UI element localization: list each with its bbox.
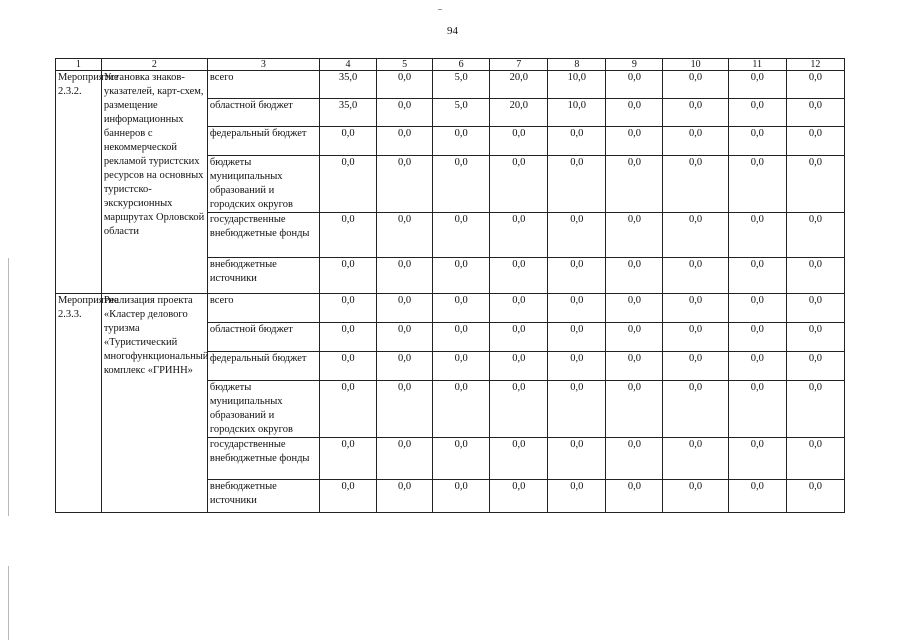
value-cell: 0,0 bbox=[548, 156, 606, 213]
value-cell: 0,0 bbox=[786, 258, 844, 294]
value-cell: 0,0 bbox=[433, 381, 490, 438]
value-cell: 0,0 bbox=[548, 258, 606, 294]
value-cell: 0,0 bbox=[548, 381, 606, 438]
value-cell: 0,0 bbox=[490, 352, 548, 381]
measure-code: Мероприятие 2.3.3. bbox=[56, 294, 102, 513]
value-cell: 0,0 bbox=[786, 213, 844, 258]
column-number: 10 bbox=[663, 59, 728, 71]
column-number: 4 bbox=[319, 59, 376, 71]
column-number: 6 bbox=[433, 59, 490, 71]
value-cell: 0,0 bbox=[786, 352, 844, 381]
value-cell: 0,0 bbox=[663, 213, 728, 258]
value-cell: 0,0 bbox=[728, 156, 786, 213]
value-cell: 0,0 bbox=[606, 294, 663, 323]
value-cell: 0,0 bbox=[319, 480, 376, 513]
column-number: 2 bbox=[101, 59, 207, 71]
value-cell: 0,0 bbox=[377, 156, 433, 213]
value-cell: 0,0 bbox=[548, 480, 606, 513]
value-cell: 0,0 bbox=[663, 381, 728, 438]
value-cell: 0,0 bbox=[786, 438, 844, 480]
value-cell: 20,0 bbox=[490, 71, 548, 99]
funding-source: бюджеты муниципальных образований и городских округов bbox=[207, 381, 319, 438]
value-cell: 0,0 bbox=[433, 438, 490, 480]
value-cell: 0,0 bbox=[433, 480, 490, 513]
value-cell: 0,0 bbox=[548, 294, 606, 323]
value-cell: 0,0 bbox=[377, 438, 433, 480]
column-number: 12 bbox=[786, 59, 844, 71]
funding-source: всего bbox=[207, 71, 319, 99]
value-cell: 0,0 bbox=[319, 294, 376, 323]
value-cell: 0,0 bbox=[728, 323, 786, 352]
value-cell: 0,0 bbox=[786, 381, 844, 438]
value-cell: 0,0 bbox=[663, 156, 728, 213]
value-cell: 0,0 bbox=[433, 156, 490, 213]
value-cell: 0,0 bbox=[606, 127, 663, 156]
value-cell: 0,0 bbox=[548, 323, 606, 352]
value-cell: 0,0 bbox=[548, 127, 606, 156]
value-cell: 0,0 bbox=[606, 381, 663, 438]
value-cell: 0,0 bbox=[606, 352, 663, 381]
value-cell: 0,0 bbox=[606, 213, 663, 258]
value-cell: 0,0 bbox=[663, 480, 728, 513]
value-cell: 0,0 bbox=[490, 213, 548, 258]
value-cell: 0,0 bbox=[433, 294, 490, 323]
column-number: 5 bbox=[377, 59, 433, 71]
value-cell: 0,0 bbox=[319, 352, 376, 381]
value-cell: 0,0 bbox=[728, 71, 786, 99]
value-cell: 0,0 bbox=[606, 156, 663, 213]
measure-description: Установка знаков-указателей, карт-схем, размещение информационных баннеров с некоммерческой рекламой туристских ресурсов на основных туристско-экскурсионных маршрутах Орловской области bbox=[101, 71, 207, 294]
value-cell: 0,0 bbox=[433, 323, 490, 352]
scan-speck bbox=[438, 9, 442, 10]
funding-source: государственные внебюджетные фонды bbox=[207, 438, 319, 480]
value-cell: 0,0 bbox=[786, 156, 844, 213]
value-cell: 0,0 bbox=[548, 352, 606, 381]
value-cell: 0,0 bbox=[319, 213, 376, 258]
value-cell: 0,0 bbox=[786, 71, 844, 99]
column-number: 3 bbox=[207, 59, 319, 71]
value-cell: 0,0 bbox=[490, 127, 548, 156]
measure-code: Мероприятие 2.3.2. bbox=[56, 71, 102, 294]
value-cell: 0,0 bbox=[319, 323, 376, 352]
value-cell: 0,0 bbox=[728, 127, 786, 156]
funding-source: государственные внебюджетные фонды bbox=[207, 213, 319, 258]
funding-source: всего bbox=[207, 294, 319, 323]
measure-description: Реализация проекта «Кластер делового туризма «Туристический многофункциональный комплекс «ГРИНН» bbox=[101, 294, 207, 513]
value-cell: 0,0 bbox=[663, 258, 728, 294]
value-cell: 0,0 bbox=[663, 323, 728, 352]
value-cell: 0,0 bbox=[377, 381, 433, 438]
value-cell: 0,0 bbox=[786, 127, 844, 156]
value-cell: 0,0 bbox=[319, 156, 376, 213]
budget-table bbox=[55, 58, 845, 513]
value-cell: 0,0 bbox=[606, 71, 663, 99]
value-cell: 0,0 bbox=[433, 258, 490, 294]
value-cell: 0,0 bbox=[319, 258, 376, 294]
value-cell: 10,0 bbox=[548, 99, 606, 127]
value-cell: 0,0 bbox=[377, 294, 433, 323]
page-number: 94 bbox=[447, 25, 458, 37]
value-cell: 5,0 bbox=[433, 71, 490, 99]
funding-source: областной бюджет bbox=[207, 323, 319, 352]
value-cell: 0,0 bbox=[319, 127, 376, 156]
scan-edge-line bbox=[8, 566, 9, 640]
value-cell: 0,0 bbox=[490, 156, 548, 213]
column-number: 9 bbox=[606, 59, 663, 71]
value-cell: 0,0 bbox=[663, 352, 728, 381]
value-cell: 0,0 bbox=[728, 438, 786, 480]
funding-source: федеральный бюджет bbox=[207, 127, 319, 156]
value-cell: 0,0 bbox=[433, 352, 490, 381]
value-cell: 0,0 bbox=[490, 323, 548, 352]
funding-source: федеральный бюджет bbox=[207, 352, 319, 381]
value-cell: 0,0 bbox=[377, 352, 433, 381]
value-cell: 0,0 bbox=[490, 294, 548, 323]
value-cell: 0,0 bbox=[377, 323, 433, 352]
value-cell: 0,0 bbox=[377, 480, 433, 513]
value-cell: 0,0 bbox=[319, 381, 376, 438]
funding-source: внебюджетные источники bbox=[207, 258, 319, 294]
value-cell: 0,0 bbox=[377, 71, 433, 99]
funding-source: областной бюджет bbox=[207, 99, 319, 127]
value-cell: 0,0 bbox=[786, 294, 844, 323]
value-cell: 0,0 bbox=[606, 99, 663, 127]
value-cell: 0,0 bbox=[433, 127, 490, 156]
value-cell: 5,0 bbox=[433, 99, 490, 127]
value-cell: 0,0 bbox=[606, 438, 663, 480]
value-cell: 0,0 bbox=[490, 480, 548, 513]
value-cell: 0,0 bbox=[728, 381, 786, 438]
value-cell: 0,0 bbox=[319, 438, 376, 480]
value-cell: 0,0 bbox=[606, 258, 663, 294]
value-cell: 0,0 bbox=[490, 258, 548, 294]
value-cell: 0,0 bbox=[606, 323, 663, 352]
scan-edge-line bbox=[8, 258, 9, 516]
value-cell: 0,0 bbox=[377, 258, 433, 294]
value-cell: 0,0 bbox=[728, 480, 786, 513]
value-cell: 35,0 bbox=[319, 99, 376, 127]
value-cell: 0,0 bbox=[490, 438, 548, 480]
column-number: 8 bbox=[548, 59, 606, 71]
value-cell: 0,0 bbox=[728, 352, 786, 381]
value-cell: 0,0 bbox=[663, 438, 728, 480]
column-number: 11 bbox=[728, 59, 786, 71]
value-cell: 0,0 bbox=[786, 480, 844, 513]
value-cell: 0,0 bbox=[548, 213, 606, 258]
value-cell: 0,0 bbox=[663, 99, 728, 127]
value-cell: 0,0 bbox=[548, 438, 606, 480]
value-cell: 0,0 bbox=[728, 258, 786, 294]
value-cell: 0,0 bbox=[377, 213, 433, 258]
column-number-row bbox=[56, 59, 845, 71]
value-cell: 0,0 bbox=[728, 213, 786, 258]
value-cell: 20,0 bbox=[490, 99, 548, 127]
value-cell: 0,0 bbox=[786, 323, 844, 352]
value-cell: 0,0 bbox=[786, 99, 844, 127]
table-row bbox=[56, 294, 845, 323]
value-cell: 0,0 bbox=[433, 213, 490, 258]
value-cell: 0,0 bbox=[728, 99, 786, 127]
value-cell: 0,0 bbox=[490, 381, 548, 438]
funding-source: внебюджетные источники bbox=[207, 480, 319, 513]
value-cell: 0,0 bbox=[377, 99, 433, 127]
table-row bbox=[56, 71, 845, 99]
funding-source: бюджеты муниципальных образований и городских округов bbox=[207, 156, 319, 213]
column-number: 1 bbox=[56, 59, 102, 71]
value-cell: 0,0 bbox=[663, 294, 728, 323]
value-cell: 0,0 bbox=[663, 127, 728, 156]
value-cell: 10,0 bbox=[548, 71, 606, 99]
column-number: 7 bbox=[490, 59, 548, 71]
value-cell: 0,0 bbox=[606, 480, 663, 513]
value-cell: 35,0 bbox=[319, 71, 376, 99]
value-cell: 0,0 bbox=[728, 294, 786, 323]
value-cell: 0,0 bbox=[663, 71, 728, 99]
value-cell: 0,0 bbox=[377, 127, 433, 156]
